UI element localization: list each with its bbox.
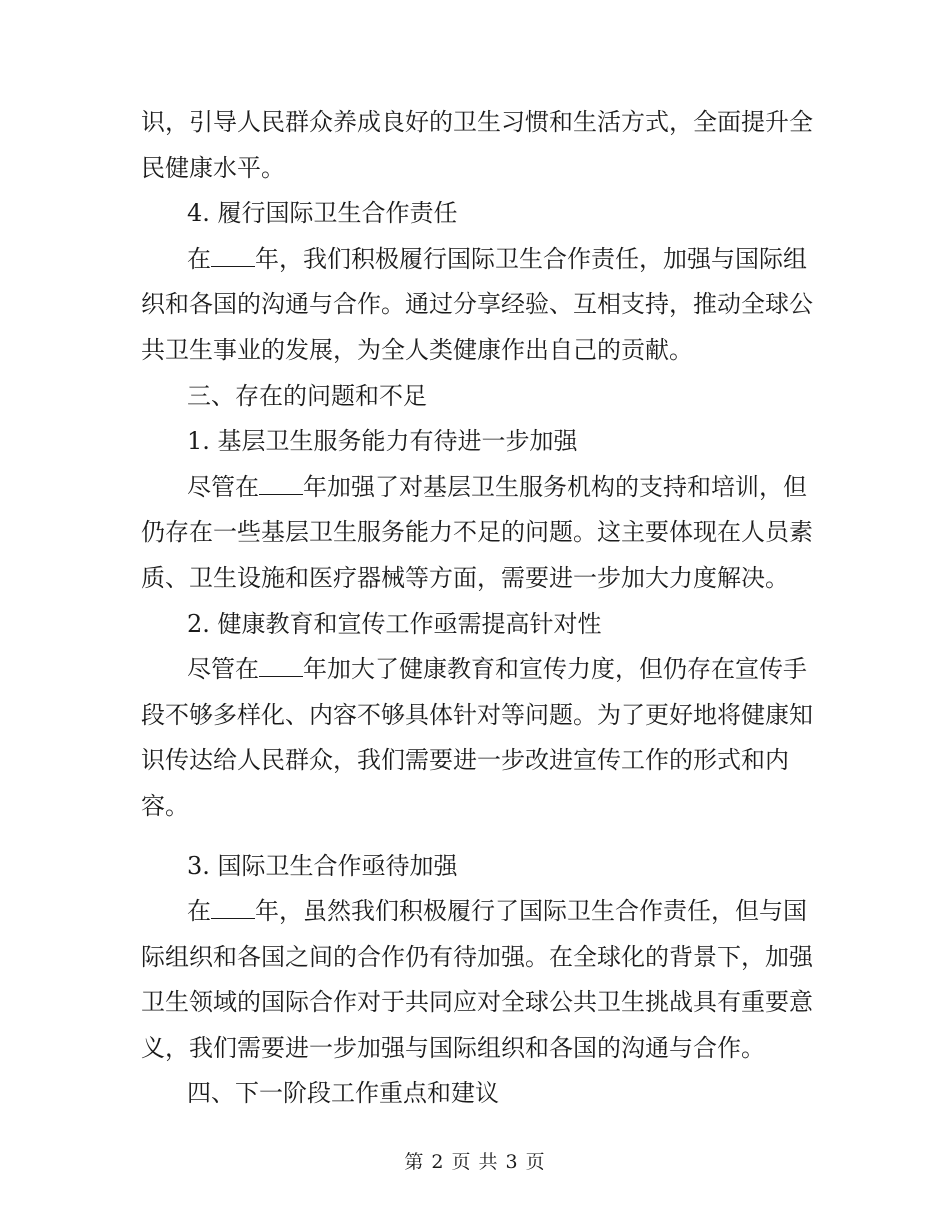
document-body: [141, 100, 813, 1117]
line-prefix: 在: [187, 244, 211, 273]
line-prefix: 尽管在: [187, 472, 259, 501]
paragraph-line: [141, 889, 809, 935]
paragraph-line: [141, 237, 809, 283]
paragraph-line: 识传达给人民群众，我们需要进一步改进宣传工作的形式和内: [141, 746, 789, 775]
paragraph-line: [141, 465, 809, 511]
chapter-heading: 四、下一阶段工作重点和建议: [187, 1079, 499, 1108]
section-heading: 1. 基层卫生服务能力有待进一步加强: [187, 427, 578, 456]
chapter-heading: 三、存在的问题和不足: [187, 381, 427, 410]
blank-year-field: [211, 246, 255, 267]
paragraph-line: 卫生领域的国际合作对于共同应对全球公共卫生挑战具有重要意: [141, 988, 813, 1017]
paragraph-line: 际组织和各国之间的合作仍有待加强。在全球化的背景下，加强: [141, 942, 813, 971]
paragraph-line: 质、卫生设施和医疗器械等方面，需要进一步加大力度解决。: [141, 563, 789, 592]
paragraph-line: 织和各国的沟通与合作。通过分享经验、互相支持，推动全球公: [141, 290, 813, 319]
paragraph-line: 民健康水平。: [141, 153, 285, 182]
paragraph-line: 仍存在一些基层卫生服务能力不足的问题。这主要体现在人员素: [141, 518, 813, 547]
line-prefix: 在: [187, 897, 211, 926]
section-heading: 4. 履行国际卫生合作责任: [187, 199, 458, 228]
paragraph-line: 义，我们需要进一步加强与国际组织和各国的沟通与合作。: [141, 1033, 765, 1062]
section-heading: 2. 健康教育和宣传工作亟需提高针对性: [187, 609, 602, 638]
paragraph-line: 容。: [141, 791, 189, 820]
page-number-footer: 第 2 页 共 3 页: [404, 1151, 546, 1173]
paragraph-line: 段不够多样化、内容不够具体针对等问题。为了更好地将健康知: [141, 700, 813, 729]
line-prefix: 尽管在: [187, 655, 259, 684]
paragraph-line: 识，引导人民群众养成良好的卫生习惯和生活方式，全面提升全: [141, 108, 813, 136]
line-suffix: 年加大了健康教育和宣传力度，但仍存在宣传手: [303, 655, 807, 684]
paragraph-line: 共卫生事业的发展，为全人类健康作出自己的贡献。: [141, 335, 693, 364]
paragraph-line: [141, 647, 809, 693]
line-suffix: 年，我们积极履行国际卫生合作责任，加强与国际组: [255, 244, 807, 273]
blank-year-field: [259, 474, 303, 495]
section-heading: 3. 国际卫生合作亟待加强: [187, 851, 458, 880]
blank-year-field: [259, 656, 303, 677]
line-suffix: 年加强了对基层卫生服务机构的支持和培训，但: [303, 472, 807, 501]
blank-year-field: [211, 898, 255, 919]
paragraph-gap: [141, 830, 809, 844]
line-suffix: 年，虽然我们积极履行了国际卫生合作责任，但与国: [255, 897, 807, 926]
